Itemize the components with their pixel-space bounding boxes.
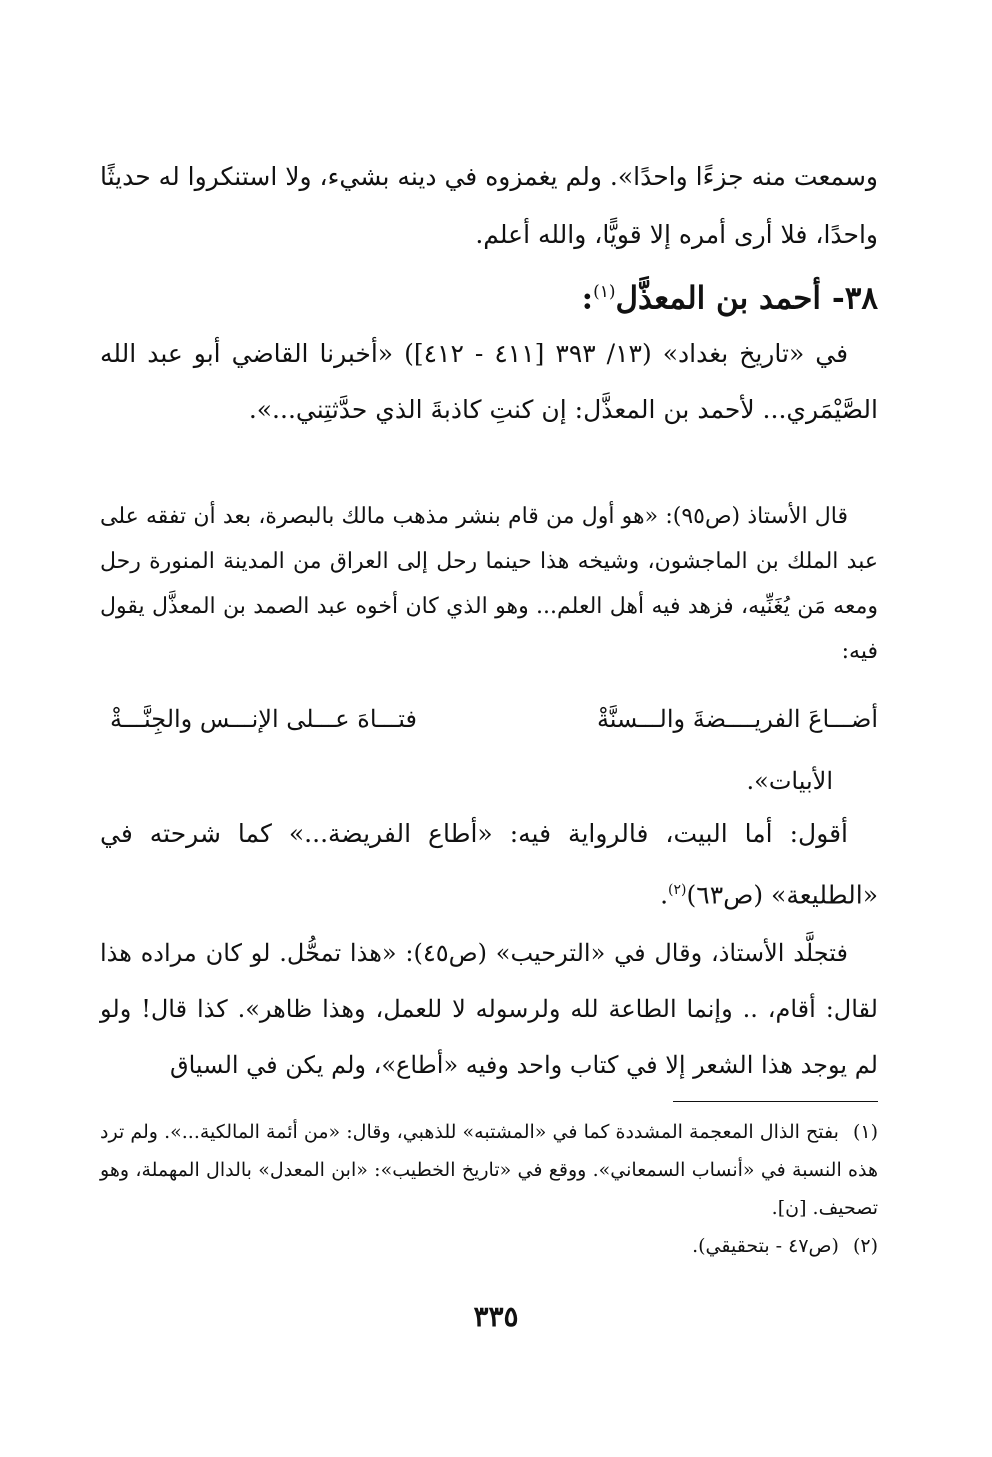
- footnote-item: [100, 1113, 878, 1227]
- footnote-number: (١): [852, 1121, 878, 1143]
- paragraph-tarhib: فتجلَّد الأستاذ، وقال في «الترحيب» (ص٤٥): «هذا تمحُّل. لو كان مراده هذا لقال: أقام، .. وإنما الطاعة لله ولرسوله لا للعمل، وهذا ظاهر». كذا قال! ولو لم يوجد هذا الشعر إلا في كتاب واحد وفيه «أطاع»، ولم يكن في السياق: [100, 939, 878, 1079]
- paragraph-ustadh-quote: قال الأستاذ (ص٩٥): «هو أول من قام بنشر مذهب مالك بالبصرة، بعد أن تفقه على عبد الملك بن الماجشون، وشيخه هذا حينما رحل إلى العراق من المدينة المنورة رحل ومعه مَن يُغَنِّيه، فزهد فيه أهل العلم... وهو الذي كان أخوه عبد الصمد بن المعذَّل يقول فيه:: [100, 504, 878, 664]
- verse-hemistich-first: أضـــاعَ الفريــــضةَ والـــسنَّةْ: [596, 705, 878, 733]
- entry-heading-colon: :: [581, 280, 594, 317]
- footnotes: [100, 1113, 878, 1265]
- verse-ending: الأبيات».: [746, 767, 833, 795]
- footnote-number: (٢): [852, 1235, 878, 1257]
- footnote-text: (ص٤٧ - بتحقيقي).: [692, 1235, 839, 1257]
- entry-heading-title: ٣٨- أحمد بن المعذَّل: [615, 280, 878, 317]
- paragraph-reply: [100, 806, 878, 923]
- footnote-ref-2: (٢): [668, 882, 687, 898]
- paragraph-reply-end: .: [660, 880, 669, 910]
- footnote-ref-1: (١): [593, 282, 616, 302]
- footnote-item: [100, 1227, 878, 1265]
- verse-hemistich-second: فتـــاهَ عـــلى الإنـــس والجِنَّـــةْ: [110, 705, 417, 733]
- paragraph-tarikh-baghdad: في «تاريخ بغداد» (١٣/ ٣٩٣ [٤١١ - ٤١٢]) «أخبرنا القاضي أبو عبد الله الصَّيْمَري... لأحمد بن المعذَّل: إن كنتِ كاذبةَ الذي حدَّثتِني...».: [100, 339, 878, 424]
- entry-heading: [100, 262, 878, 328]
- paragraph-continuation: وسمعت منه جزءًا واحدًا». ولم يغمزوه في دينه بشيء، ولا استنكروا له حديثًا واحدًا، فلا أرى أمره إلا قويًّا، والله أعلم.: [100, 162, 878, 249]
- footnote-text: بفتح الذال المعجمة المشددة كما في «المشتبه» للذهبي، وقال: «من أئمة المالكية...». ولم ترد هذه النسبة في «أنساب السمعاني». ووقع في «تاريخ الخطيب»: «ابن المعدل» بالدال المهملة، وهو تصحيف. [ن].: [100, 1121, 878, 1219]
- page-number: ٣٣٥: [473, 1300, 519, 1333]
- footnote-divider: [673, 1101, 878, 1102]
- paragraph-reply-text: أقول: أما البيت، فالرواية فيه: «أطاع الفريضة...» كما شرحته في «الطليعة» (ص٦٣): [100, 819, 878, 910]
